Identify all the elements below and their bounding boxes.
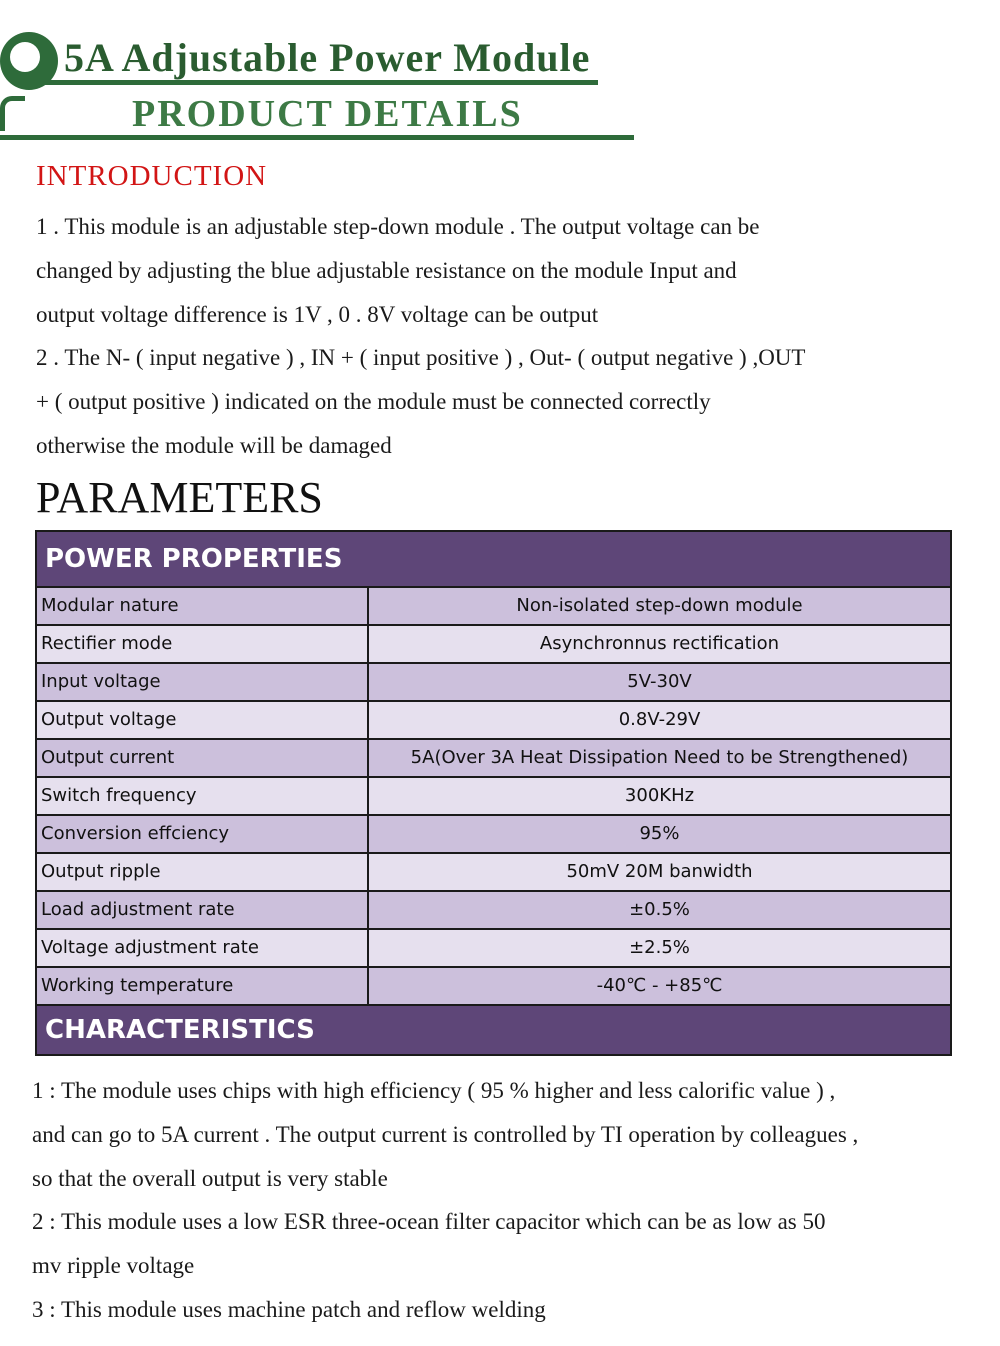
- parameters-heading: PARAMETERS: [36, 473, 323, 522]
- table-row: [37, 778, 950, 814]
- page-subtitle: PRODUCT DETAILS: [132, 93, 523, 135]
- characteristic-line: and can go to 5A current . The output current is controlled by TI operation by colleagues ,: [32, 1121, 859, 1147]
- param-value: 5A(Over 3A Heat Dissipation Need to be Strengthened): [369, 740, 950, 776]
- table-row: [37, 740, 950, 776]
- characteristic-line: mv ripple voltage: [32, 1253, 195, 1279]
- table-row: [37, 588, 950, 624]
- param-value: 0.8V-29V: [369, 702, 950, 738]
- intro-line: changed by adjusting the blue adjustable resistance on the module Input and: [36, 257, 737, 283]
- logo-inner-ring: [10, 42, 40, 72]
- param-value: Non-isolated step-down module: [369, 588, 950, 624]
- param-label: Input voltage: [37, 664, 367, 700]
- param-label: Load adjustment rate: [37, 892, 367, 928]
- table-row: [37, 664, 950, 700]
- power-properties-header: POWER PROPERTIES: [37, 532, 950, 586]
- param-label: Output ripple: [37, 854, 367, 890]
- intro-line: 2 . The N- ( input negative ) , IN + ( input positive ) , Out- ( output negative ) ,OUT: [36, 345, 806, 371]
- introduction-text: [36, 205, 936, 468]
- table-row: [37, 854, 950, 890]
- logo-tail-decoration: [0, 96, 25, 131]
- intro-line: + ( output positive ) indicated on the module must be connected correctly: [36, 389, 711, 415]
- characteristics-header: CHARACTERISTICS: [37, 1006, 950, 1054]
- param-label: Output current: [37, 740, 367, 776]
- characteristic-line: so that the overall output is very stable: [32, 1165, 388, 1191]
- param-value: 5V-30V: [369, 664, 950, 700]
- table-row: [37, 930, 950, 966]
- parameters-table: [35, 530, 952, 1056]
- page-title: 5A Adjustable Power Module: [64, 35, 591, 80]
- param-label: Switch frequency: [37, 778, 367, 814]
- characteristic-line: 3 : This module uses machine patch and reflow welding: [32, 1296, 546, 1322]
- param-value: ±2.5%: [369, 930, 950, 966]
- param-value: 50mV 20M banwidth: [369, 854, 950, 890]
- table-row: [37, 626, 950, 662]
- intro-line: otherwise the module will be damaged: [36, 432, 392, 458]
- param-value: -40℃ - +85℃: [369, 968, 950, 1004]
- param-value: 95%: [369, 816, 950, 852]
- table-row: [37, 702, 950, 738]
- param-label: Output voltage: [37, 702, 367, 738]
- table-row: [37, 892, 950, 928]
- intro-line: 1 . This module is an adjustable step-down module . The output voltage can be: [36, 214, 760, 239]
- introduction-heading: INTRODUCTION: [36, 160, 268, 192]
- param-value: Asynchronnus rectification: [369, 626, 950, 662]
- param-label: Rectifier mode: [37, 626, 367, 662]
- param-label: Modular nature: [37, 588, 367, 624]
- header-banner: [0, 0, 640, 150]
- param-label: Voltage adjustment rate: [37, 930, 367, 966]
- param-label: Working temperature: [37, 968, 367, 1004]
- param-label: Conversion effciency: [37, 816, 367, 852]
- characteristic-line: 2 : This module uses a low ESR three-ocean filter capacitor which can be as low as 50: [32, 1209, 826, 1235]
- param-value: ±0.5%: [369, 892, 950, 928]
- table-row: [37, 968, 950, 1004]
- table-row: [37, 816, 950, 852]
- characteristics-text: [32, 1069, 992, 1332]
- intro-line: output voltage difference is 1V , 0 . 8V voltage can be output: [36, 301, 599, 327]
- param-value: 300KHz: [369, 778, 950, 814]
- characteristic-line: 1 : The module uses chips with high efficiency ( 95 % higher and less calorific value ) ,: [32, 1078, 836, 1103]
